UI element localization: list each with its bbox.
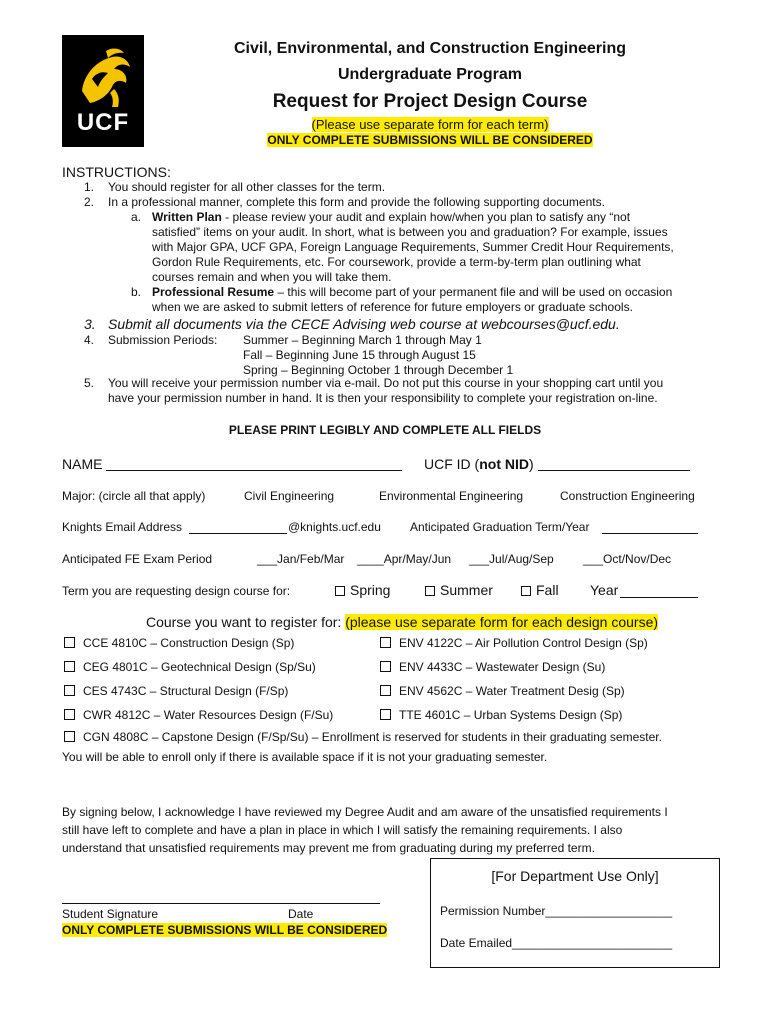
resume-label: Professional Resume: [152, 285, 275, 299]
checkbox-icon[interactable]: [64, 709, 75, 720]
instr-a-line3: with Major GPA, UCF GPA, Foreign Language Requirements, Summer Credit Hour Requirements,: [152, 240, 674, 254]
ack-line1: By signing below, I acknowledge I have reviewed my Degree Audit and am aware of the unsatisfied requirements I: [62, 805, 668, 819]
course-label-text: CES 4743C – Structural Design (F/Sp): [83, 684, 289, 698]
email-domain: @knights.ucf.edu: [288, 520, 381, 534]
course-label-text: CWR 4812C – Water Resources Design (F/Su): [83, 708, 334, 722]
capstone-note: You will be able to enroll only if there is available space if it is not your graduating semester.: [62, 750, 548, 764]
instr-b-line1: [152, 285, 672, 299]
ack-line2: still have left to complete and have a plan in place in which I will satisfy the remaining requirements. I also: [62, 823, 623, 837]
term-label: Term you are requesting design course for:: [62, 584, 291, 598]
checkbox-icon[interactable]: [64, 731, 75, 742]
term-summer[interactable]: [425, 582, 493, 598]
checkbox-icon[interactable]: [521, 586, 531, 596]
checkbox-icon[interactable]: [64, 637, 75, 648]
date-emailed[interactable]: Date Emailed________________________: [440, 936, 673, 950]
instr-3-num: 3.: [84, 316, 96, 332]
course-label: Course you want to register for:: [146, 614, 346, 630]
ucfid-close: ): [528, 456, 534, 472]
course-env4433c[interactable]: [380, 660, 605, 674]
course-ceg4801c[interactable]: [64, 660, 316, 674]
signature-label: Student Signature: [62, 907, 159, 921]
capstone-label: CGN 4808C – Capstone Design (F/Sp/Su) – Enrollment is reserved for students in their graduating semester.: [83, 730, 662, 744]
course-cce4810c[interactable]: [64, 636, 294, 650]
instr-1: You should register for all other classes for the term.: [108, 180, 386, 194]
ucfid-not-nid: not NID: [479, 456, 529, 472]
course-label-text: ENV 4433C – Wastewater Design (Su): [399, 660, 606, 674]
course-tte4601c[interactable]: [380, 708, 622, 722]
instr-4-num: 4.: [84, 333, 95, 347]
instr-1-num: 1.: [84, 180, 95, 194]
checkbox-icon[interactable]: [425, 586, 435, 596]
fe-option-jan[interactable]: ___Jan/Feb/Mar: [257, 552, 345, 566]
name-field[interactable]: [106, 470, 402, 471]
department-use-box: [430, 858, 720, 968]
ucfid-label-text: UCF ID (: [424, 456, 480, 472]
grad-term-label: Anticipated Graduation Term/Year: [410, 520, 590, 534]
period-fall: Fall – Beginning June 15 through August 15: [243, 348, 476, 362]
pegasus-icon: [62, 39, 144, 119]
checkbox-icon[interactable]: [380, 637, 391, 648]
page-title: Request for Project Design Course: [272, 91, 588, 112]
signature-field[interactable]: [62, 903, 380, 904]
logo-text: UCF: [76, 109, 130, 136]
instr-a-line4: Gordon Rule Requirements, etc. For coursework, provide a term-by-term plan outlining what: [152, 255, 641, 269]
written-plan-label: Written Plan: [152, 210, 222, 224]
subtitle: (Please use separate form for each term): [311, 117, 549, 132]
major-environmental[interactable]: Environmental Engineering: [379, 489, 524, 503]
email-label: Knights Email Address: [62, 520, 183, 534]
checkbox-icon[interactable]: [380, 709, 391, 720]
course-label-text: CCE 4810C – Construction Design (Sp): [83, 636, 295, 650]
print-legibly-heading: PLEASE PRINT LEGIBLY AND COMPLETE ALL FIELDS: [228, 423, 542, 437]
instr-a-label: a.: [131, 210, 142, 224]
instr-a-line2: satisfied” items on your audit. In short, what is between you and graduation? For example, issues: [152, 225, 668, 239]
permission-number[interactable]: Permission Number___________________: [440, 904, 673, 918]
instr-2: In a professional manner, complete this form and provide the following supporting documents.: [108, 195, 605, 209]
fe-option-apr[interactable]: ____Apr/May/Jun: [357, 552, 452, 566]
course-label-row: [146, 614, 658, 630]
instr-5-line2: have your permission number in hand. It is then your responsibility to complete your registration on-line.: [108, 391, 658, 405]
checkbox-icon[interactable]: [380, 685, 391, 696]
major-label: Major: (circle all that apply): [62, 489, 206, 503]
grad-term-field[interactable]: [602, 533, 698, 534]
course-env4122c[interactable]: [380, 636, 648, 650]
period-summer: Summer – Beginning March 1 through May 1: [243, 333, 482, 347]
year-field[interactable]: [620, 597, 698, 598]
term-spring-label: Spring: [350, 582, 391, 598]
term-fall-label: Fall: [536, 582, 559, 598]
instr-3: Submit all documents via the CECE Advising web course at webcourses@ucf.edu.: [108, 316, 620, 332]
course-note: (please use separate form for each design course): [345, 614, 659, 630]
course-label-text: TTE 4601C – Urban Systems Design (Sp): [399, 708, 623, 722]
instr-a-text1: - please review your audit and explain how/when you plan to satisfy any “not: [221, 210, 631, 224]
instr-a-line1: [152, 210, 630, 224]
course-label-text: ENV 4562C – Water Treatment Desig (Sp): [399, 684, 625, 698]
instructions-heading: INSTRUCTIONS:: [62, 164, 171, 180]
course-ces4743c[interactable]: [64, 684, 288, 698]
year-label: Year: [590, 582, 619, 598]
course-env4562c[interactable]: [380, 684, 625, 698]
instr-2-num: 2.: [84, 195, 95, 209]
course-cwr4812c[interactable]: [64, 708, 333, 722]
period-spring: Spring – Beginning October 1 through December 1: [243, 363, 514, 377]
checkbox-icon[interactable]: [64, 661, 75, 672]
name-label: NAME: [62, 456, 103, 472]
ucf-logo: [62, 35, 144, 147]
ucfid-label: [424, 456, 534, 472]
fe-exam-label: Anticipated FE Exam Period: [62, 552, 213, 566]
checkbox-icon[interactable]: [335, 586, 345, 596]
email-field[interactable]: [189, 533, 287, 534]
term-fall[interactable]: [521, 582, 559, 598]
instr-a-line5: courses remain and when you will take them.: [152, 270, 392, 284]
submission-periods-label: Submission Periods:: [108, 333, 218, 347]
header-line1: Civil, Environmental, and Construction Engineering: [233, 40, 627, 57]
signature-warning: ONLY COMPLETE SUBMISSIONS WILL BE CONSIDERED: [62, 923, 388, 937]
dept-box-title: [For Department Use Only]: [491, 868, 659, 884]
checkbox-icon[interactable]: [380, 661, 391, 672]
fe-option-oct[interactable]: ___Oct/Nov/Dec: [583, 552, 672, 566]
course-label-text: ENV 4122C – Air Pollution Control Design (Sp): [399, 636, 648, 650]
instr-b-label: b.: [131, 285, 142, 299]
header-line2: Undergraduate Program: [337, 66, 523, 83]
instr-b-line2: when we are asked to submit letters of reference for future employers or graduate schools.: [152, 300, 633, 314]
ack-line3: understand that unsatisfied requirements may prevent me from graduating during my preferred term.: [62, 841, 595, 855]
instr-5-num: 5.: [84, 376, 95, 390]
date-label: Date: [288, 907, 314, 921]
checkbox-icon[interactable]: [64, 685, 75, 696]
warning-wrap: [150, 131, 710, 149]
fe-option-jul[interactable]: ___Jul/Aug/Sep: [469, 552, 554, 566]
instr-5-line1: You will receive your permission number via e-mail. Do not put this course in your shopping cart until you: [108, 376, 664, 390]
header-warning: ONLY COMPLETE SUBMISSIONS WILL BE CONSIDERED: [267, 133, 593, 147]
term-spring[interactable]: [335, 582, 390, 598]
sig-warning-wrap: [62, 921, 387, 939]
instr-b-text1: – this will become part of your permanent file and will be used on occasion: [274, 285, 673, 299]
term-summer-label: Summer: [440, 582, 493, 598]
course-label-text: CEG 4801C – Geotechnical Design (Sp/Su): [83, 660, 316, 674]
major-construction[interactable]: Construction Engineering: [560, 489, 695, 503]
major-civil[interactable]: Civil Engineering: [244, 489, 335, 503]
course-cgn4808c[interactable]: [64, 730, 662, 744]
ucfid-field[interactable]: [538, 470, 690, 471]
